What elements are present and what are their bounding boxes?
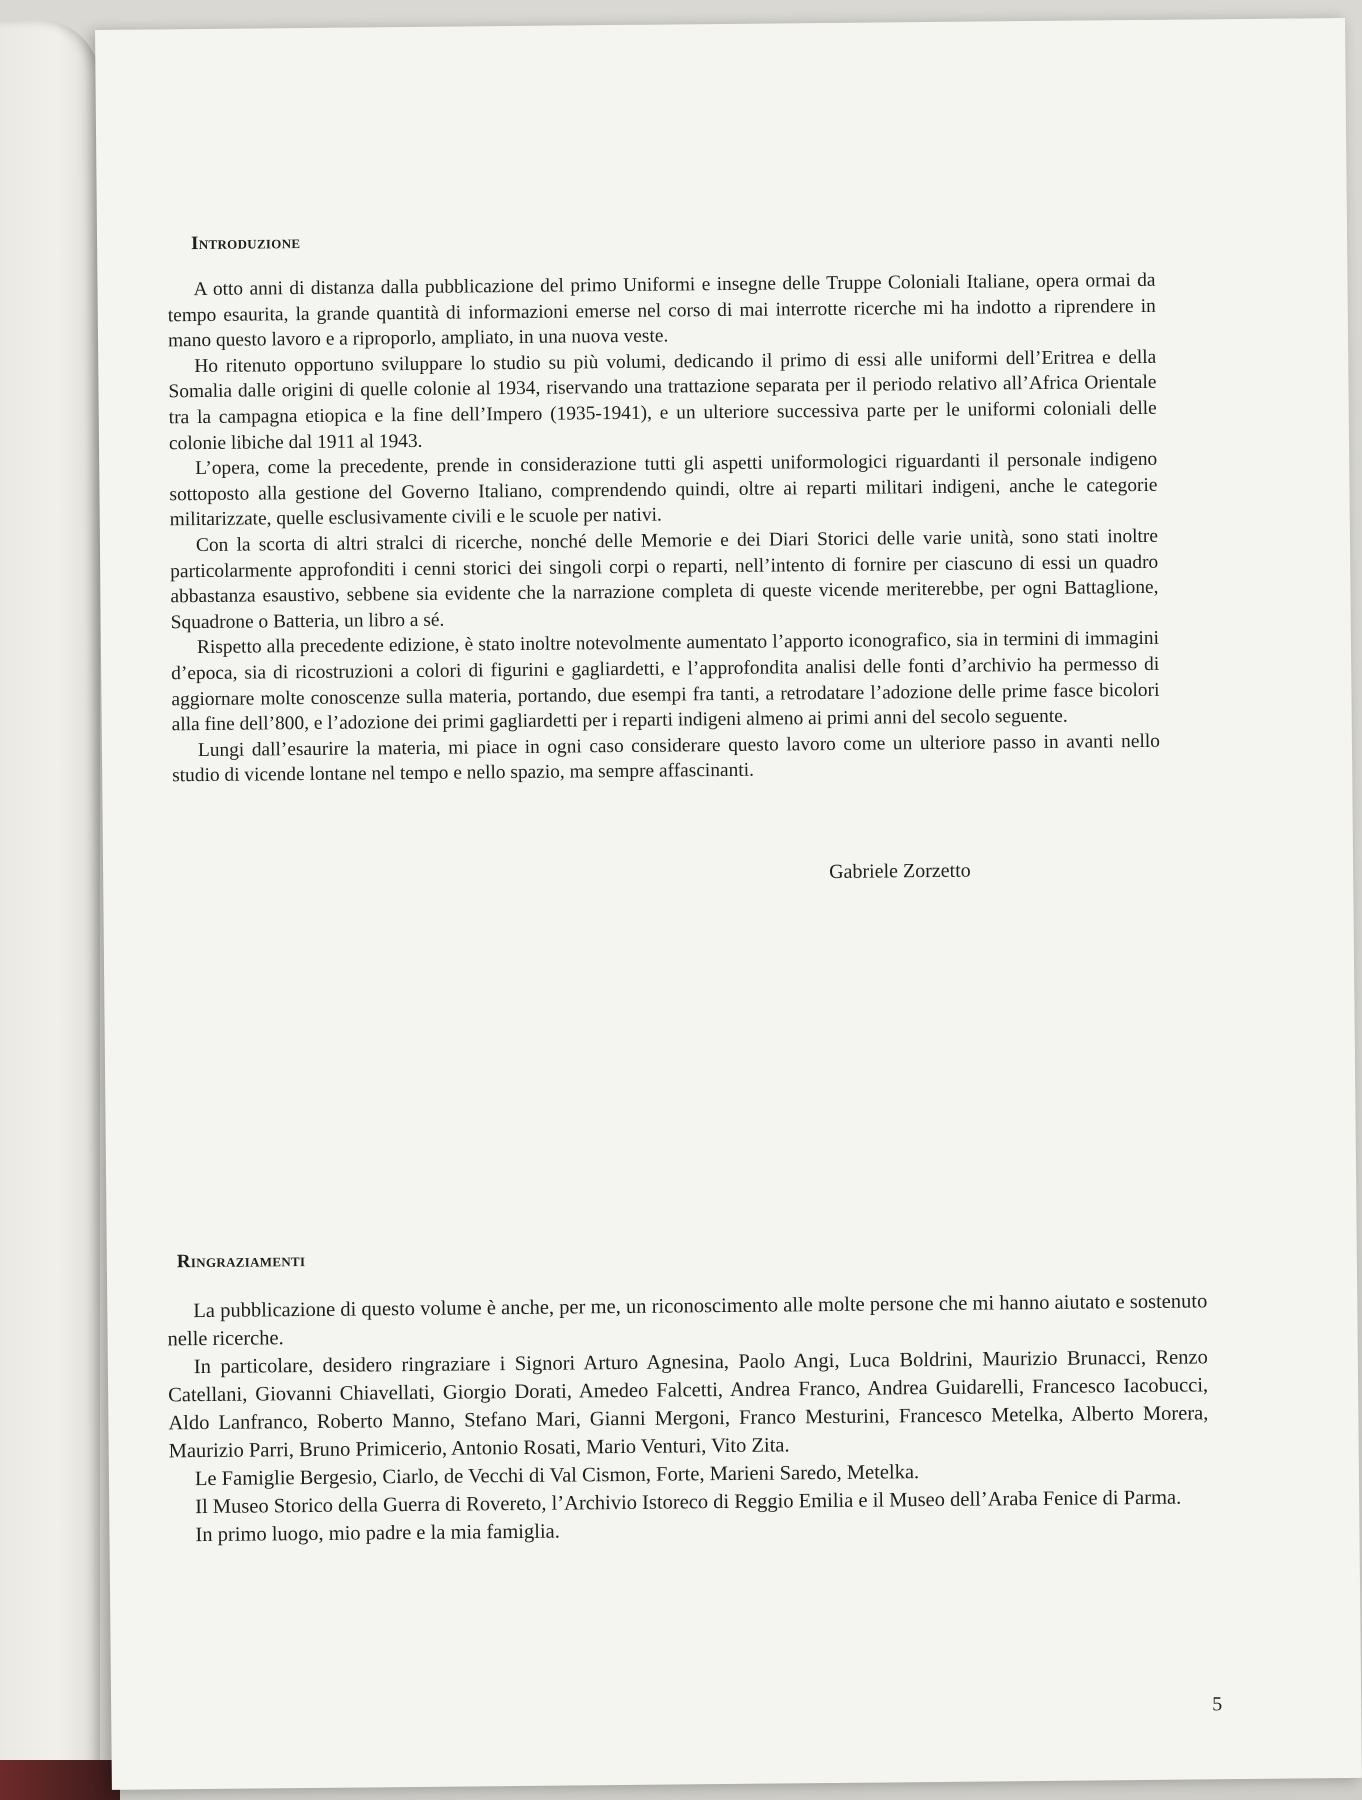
introduction-paragraph: A otto anni di distanza dalla pubblicazione del primo Uniformi e insegne delle Truppe Coloniali Italiane, opera ormai da tempo esaurita, la grande quantità di informazioni emerse nel corso di mai interrotte ricerche mi ha indotto a riprendere in mano questo lavoro e a riproporlo, ampliato, in una nuova veste. [167, 269, 1156, 352]
introduction-paragraph: Lungi dall’esaurire la materia, mi piace in ogni caso considerare questo lavoro come un ulteriore passo in avanti nello studio di vicende lontane nel tempo e nello spazio, ma sempre affascinanti. [172, 730, 1161, 787]
introduction-paragraph: L’opera, come la precedente, prende in considerazione tutti gli aspetti uniformologici riguardanti il personale indigeno sottoposto alla gestione del Governo Italiano, comprendendo quindi, oltre ai reparti militari indigeni, anche le categorie militarizzate, quelle esclusivamente civili e le scuole per nativi. [169, 448, 1158, 531]
introduction-paragraph: Con la scorta di altri stralci di ricerche, nonché delle Memorie e dei Diari Storici delle varie unità, sono stati inoltre particolarmente approfonditi i cenni storici dei singoli corpi o reparti, nell’intento di fornire per ciascuno di essi un quadro abbastanza esaustivo, sebbene sia evidente che la narrazione completa di queste vicende meriterebbe, per ogni Battaglione, Squadrone o Batteria, un libro a sé. [170, 525, 1159, 634]
introduction-paragraph: Ho ritenuto opportuno sviluppare lo studio su più volumi, dedicando il primo di essi alle uniformi dell’Eritrea e della Somalia dalle origini di quelle colonie al 1934, riservando una trattazione separata per il periodo relativo all’Africa Orientale tra la campagna etiopica e la fine dell’Impero (1935-1941), e un ulteriore successiva parte per le uniformi coloniali delle colonie libiche dal 1911 al 1943. [168, 346, 1157, 454]
acknowledgements-paragraph: In particolare, desidero ringraziare i Signori Arturo Agnesina, Paolo Angi, Luca Boldrini, Maurizio Brunacci, Renzo Catellani, Giovanni Chiavellati, Giorgio Dorati, Amedeo Falcetti, Andrea Franco, Andrea Guidarelli, Francesco Iacobucci, Aldo Lanfranco, Roberto Manno, Stefano Mari, Gianni Mergoni, Franco Mesturini, Francesco Metelka, Alberto Morera, Maurizio Parri, Bruno Primicerio, Antonio Rosati, Mario Venturi, Vito Zita. [168, 1346, 1209, 1463]
acknowledgements-paragraph: Il Museo Storico della Guerra di Rovereto, l’Archivio Istoreco di Reggio Emilia e il Museo dell’Araba Fenice di Parma. [195, 1486, 1182, 1519]
acknowledgements-paragraph: Le Famiglie Bergesio, Ciarlo, de Vecchi di Val Cismon, Forte, Marieni Saredo, Metelka. [194, 1461, 920, 1491]
introduction-paragraph: Rispetto alla precedente edizione, è stato inoltre notevolmente aumentato l’apporto iconografico, sia in termini di immagini d’epoca, sia di ricostruzioni a colori di figurini e gagliardetti, e l’approfondita analisi delle fonti d’archivio ha permesso di aggiornare molte conoscenze sulla materia, portando, due esempi fra tanti, a retrodatare l’adozione delle prime fasce bicolori alla fine dell’800, e l’adozione dei primi gagliardetti per i reparti indigeni almeno ai primi anni del secolo seguente. [171, 628, 1160, 736]
page-number: 5 [1212, 1693, 1223, 1716]
acknowledgements-text [167, 1287, 1209, 1549]
acknowledgements-paragraph: La pubblicazione di questo volume è anche, per me, un riconoscimento alle molte persone che mi hanno aiutato e sostenuto nelle ricerche. [167, 1290, 1208, 1351]
book-cover-edge [0, 1760, 120, 1800]
acknowledgements-heading: Ringraziamenti [176, 1250, 306, 1273]
introduction-text [167, 268, 1160, 789]
acknowledgements-paragraph: In primo luogo, mio padre e la mia famiglia. [195, 1520, 560, 1547]
book-page [95, 18, 1362, 1790]
author-signature: Gabriele Zorzetto [829, 859, 971, 883]
introduction-heading: Introduzione [190, 232, 301, 255]
left-page-edge [0, 20, 100, 1780]
